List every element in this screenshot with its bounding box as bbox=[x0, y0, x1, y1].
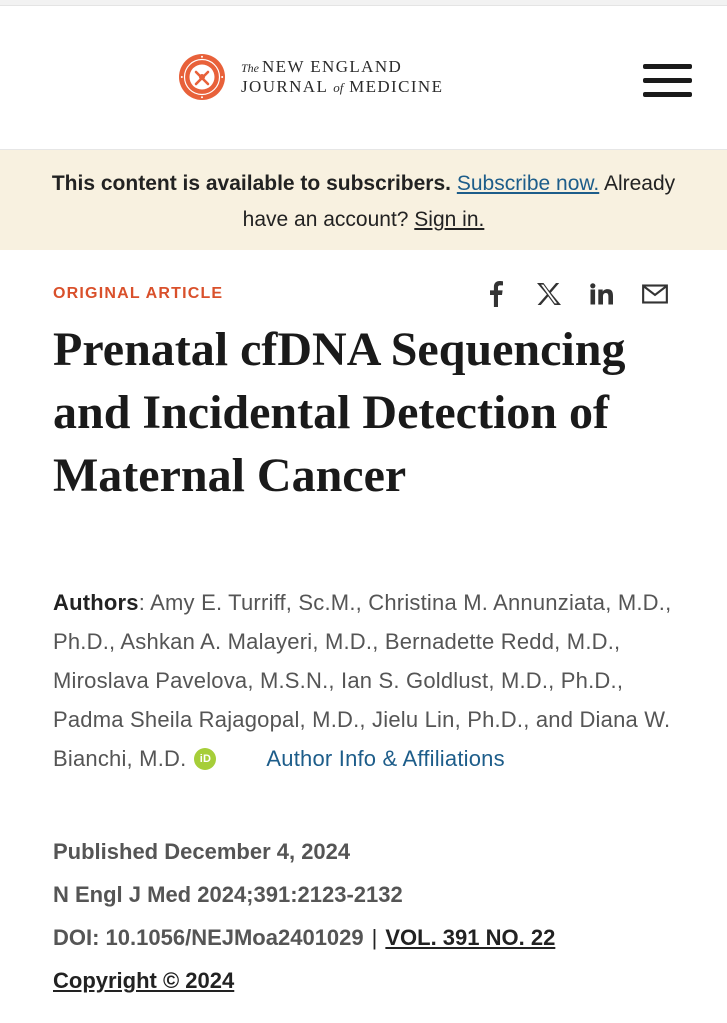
orcid-icon[interactable]: iD bbox=[194, 748, 216, 770]
logo-wordmark bbox=[241, 58, 443, 96]
logo-medicine: MEDICINE bbox=[349, 77, 444, 96]
copyright-link[interactable]: Copyright © 2024 bbox=[53, 968, 235, 993]
article-title: Prenatal cfDNA Sequencing and Incidental Detection of Maternal Cancer bbox=[53, 323, 626, 502]
logo-line1: NEW ENGLAND bbox=[262, 57, 403, 77]
logo-of: of bbox=[333, 80, 344, 95]
article-type-label: ORIGINAL ARTICLE bbox=[53, 285, 224, 302]
subscribe-link[interactable]: Subscribe now. bbox=[456, 172, 600, 195]
menu-bar bbox=[643, 64, 692, 69]
facebook-icon[interactable] bbox=[483, 280, 509, 308]
authors-block bbox=[53, 583, 693, 778]
published-date: Published December 4, 2024 bbox=[53, 839, 351, 864]
citation: N Engl J Med 2024;391:2123-2132 bbox=[53, 882, 403, 907]
x-icon[interactable] bbox=[536, 280, 562, 308]
logo-the: The bbox=[241, 61, 259, 76]
authors-colon: : bbox=[138, 590, 151, 615]
banner-lead: This content is available to subscribers. bbox=[51, 172, 451, 195]
site-header bbox=[0, 6, 727, 150]
nejm-seal-icon bbox=[178, 53, 226, 101]
menu-bar bbox=[643, 78, 692, 83]
share-bar bbox=[483, 280, 668, 308]
copyright-row bbox=[53, 959, 555, 1002]
email-icon[interactable] bbox=[642, 280, 668, 308]
article-meta bbox=[53, 830, 555, 1002]
banner-middle: Already have an account? bbox=[242, 172, 676, 231]
hamburger-menu-icon[interactable] bbox=[640, 62, 694, 102]
logo-journal: JOURNAL bbox=[241, 77, 328, 96]
author-info-link[interactable]: Author Info & Affiliations bbox=[266, 746, 505, 771]
authors-label: Authors bbox=[53, 590, 139, 615]
volume-link[interactable]: VOL. 391 NO. 22 bbox=[385, 925, 556, 950]
meta-separator: | bbox=[371, 925, 378, 950]
nejm-logo[interactable] bbox=[178, 52, 443, 102]
sign-in-link[interactable]: Sign in. bbox=[414, 208, 485, 231]
menu-bar bbox=[643, 92, 692, 97]
subscriber-banner bbox=[0, 150, 727, 250]
doi-row bbox=[53, 916, 555, 959]
doi: DOI: 10.1056/NEJMoa2401029 bbox=[53, 925, 364, 950]
linkedin-icon[interactable] bbox=[589, 280, 615, 308]
authors-list: Amy E. Turriff, Sc.M., Christina M. Annunziata, M.D., Ph.D., Ashkan A. Malayeri, M.D., Bernadette Redd, M.D., Miroslava Pavelova, M.S.N., Ian S. Goldlust, M.D., Ph.D., Padma Sheila Rajagopal, M.D., Jielu Lin, Ph.D., and Diana W. Bianchi, M.D. bbox=[53, 590, 672, 771]
